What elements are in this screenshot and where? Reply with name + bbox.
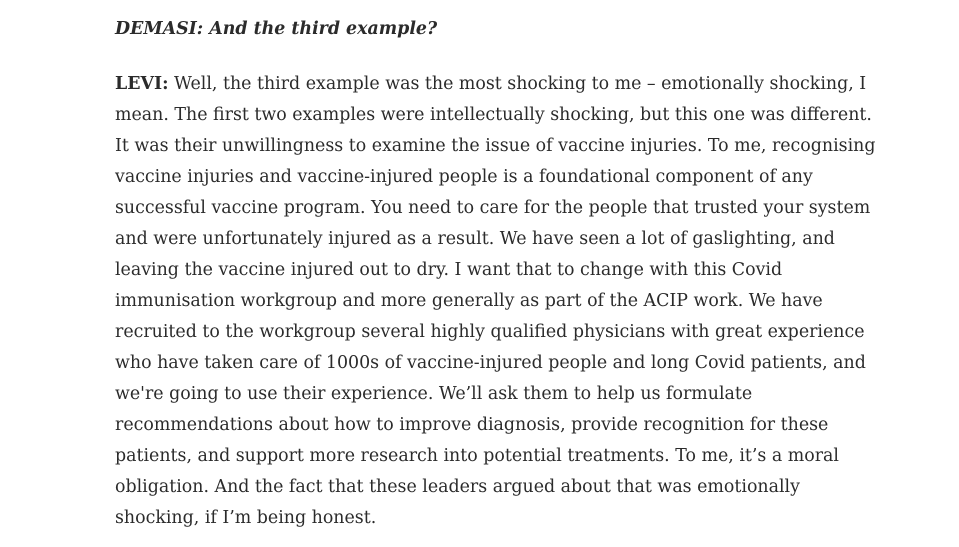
answer-line: mean. The first two examples were intellectually shocking, but this one was different.	[115, 105, 872, 125]
answer-line: vaccine injuries and vaccine-injured people is a foundational component of any	[115, 167, 813, 187]
answer-line	[115, 69, 935, 100]
answer-line: successful vaccine program. You need to care for the people that trusted your system	[115, 198, 871, 218]
answer-line: immunisation workgroup and more generally as part of the ACIP work. We have	[115, 291, 823, 311]
answer-line: and were unfortunately injured as a result. We have seen a lot of gaslighting, and	[115, 229, 835, 249]
interview-excerpt	[115, 14, 935, 534]
answer-line: recruited to the workgroup several highly qualified physicians with great experience	[115, 322, 865, 342]
answer-line: shocking, if I’m being honest.	[115, 508, 377, 528]
answer-line: we're going to use their experience. We’ll ask them to help us formulate	[115, 384, 753, 404]
speaker-name: LEVI:	[115, 74, 169, 94]
answer-line: obligation. And the fact that these leaders argued about that was emotionally	[115, 477, 800, 497]
answer-line: It was their unwillingness to examine the issue of vaccine injuries. To me, recognising	[115, 136, 876, 156]
answer-line: patients, and support more research into potential treatments. To me, it’s a moral	[115, 446, 839, 466]
interview-question: DEMASI: And the third example?	[115, 19, 438, 39]
answer-line-text: Well, the third example was the most shocking to me – emotionally shocking, I	[168, 74, 867, 94]
answer-line: who have taken care of 1000s of vaccine-injured people and long Covid patients, and	[115, 353, 866, 373]
answer-line: recommendations about how to improve diagnosis, provide recognition for these	[115, 415, 829, 435]
interview-answer	[115, 69, 935, 534]
answer-line: leaving the vaccine injured out to dry. I want that to change with this Covid	[115, 260, 783, 280]
